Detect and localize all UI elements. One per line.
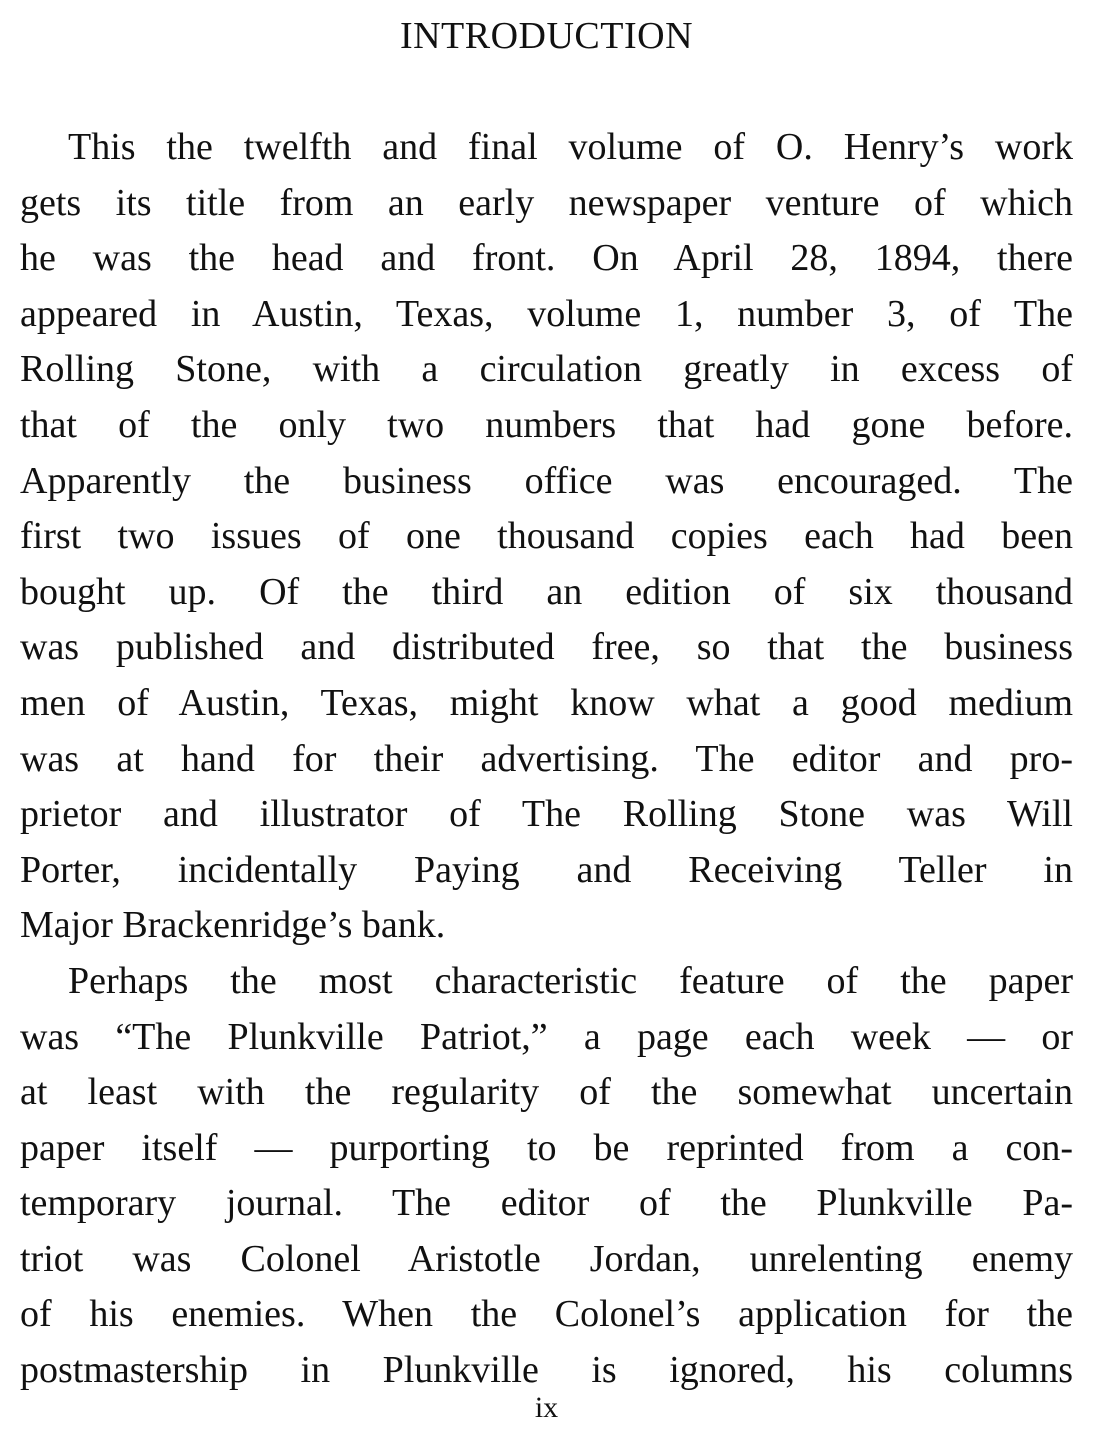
text-line: Major Brackenridge’s bank.	[20, 904, 446, 947]
book-page	[20, 0, 1073, 1439]
text-line: paper itself — purporting to be reprinted from a con-	[20, 1126, 1073, 1169]
text-line: temporary journal. The editor of the Plunkville Pa-	[20, 1182, 1073, 1225]
body-text	[20, 120, 1073, 1399]
text-line: was “The Plunkville Patriot,” a page each week — or	[20, 1015, 1073, 1058]
text-line: Rolling Stone, with a circulation greatly in excess of	[20, 348, 1073, 391]
text-line: triot was Colonel Aristotle Jordan, unrelenting enemy	[20, 1237, 1073, 1280]
text-line: Porter, incidentally Paying and Receiving Teller in	[20, 848, 1073, 891]
text-line: was at hand for their advertising. The editor and pro-	[20, 737, 1073, 780]
text-line: prietor and illustrator of The Rolling Stone was Will	[20, 793, 1073, 836]
text-line: he was the head and front. On April 28, 1894, there	[20, 237, 1073, 280]
text-line: of his enemies. When the Colonel’s application for the	[20, 1293, 1073, 1336]
text-line: at least with the regularity of the somewhat uncertain	[20, 1071, 1073, 1114]
text-line: first two issues of one thousand copies each had been	[20, 515, 1073, 558]
text-line: appeared in Austin, Texas, volume 1, number 3, of The	[20, 292, 1073, 335]
text-line: was published and distributed free, so that the business	[20, 626, 1073, 669]
text-line: Apparently the business office was encouraged. The	[20, 459, 1073, 502]
text-line: This the twelfth and final volume of O. Henry’s work	[68, 126, 1073, 168]
text-line: that of the only two numbers that had gone before.	[20, 403, 1073, 446]
paragraph-2	[20, 954, 1073, 1399]
page-number: ix	[534, 1391, 559, 1424]
text-line: men of Austin, Texas, might know what a good medium	[20, 681, 1073, 724]
text-line: gets its title from an early newspaper venture of which	[20, 181, 1073, 224]
text-line: bought up. Of the third an edition of six thousand	[20, 570, 1073, 613]
text-line: postmastership in Plunkville is ignored, his columns	[20, 1349, 1073, 1392]
paragraph-1	[20, 120, 1073, 954]
text-line: Perhaps the most characteristic feature of the paper	[68, 959, 1073, 1002]
chapter-title: INTRODUCTION	[399, 15, 694, 57]
